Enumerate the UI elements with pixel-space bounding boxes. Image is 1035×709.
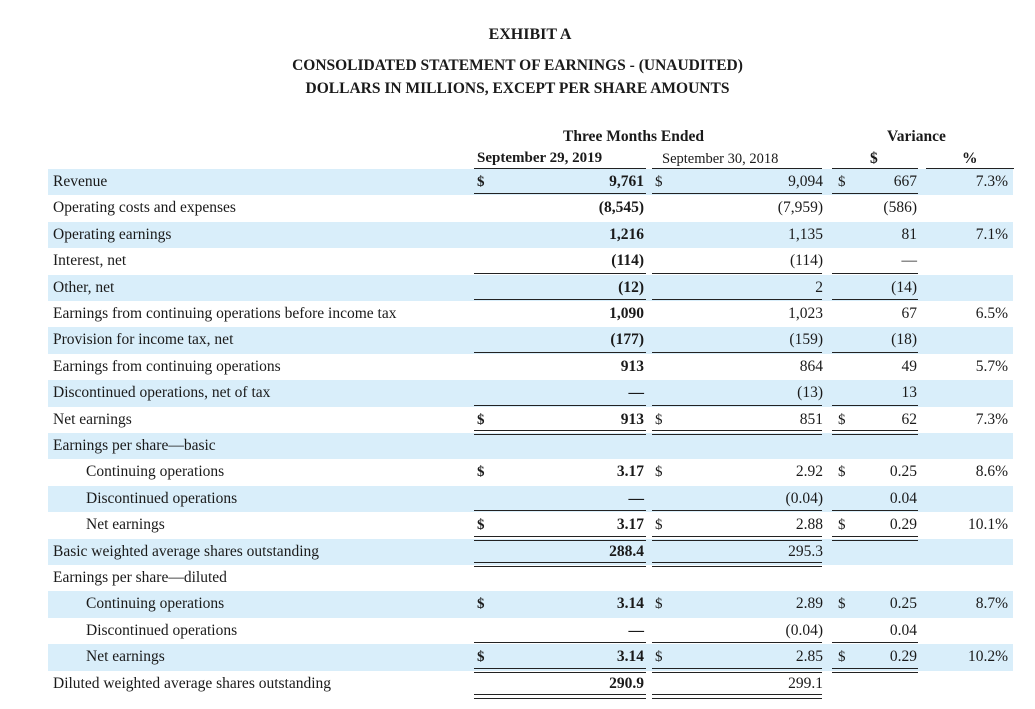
- value-2019: (12): [618, 278, 644, 296]
- row-label: Net earnings: [53, 410, 132, 428]
- row-label: Earnings from continuing operations before income tax: [53, 305, 397, 322]
- rule-line: [474, 405, 646, 406]
- value-2018: 2: [815, 278, 823, 296]
- dollar-sign: $: [838, 464, 846, 481]
- table-row: [48, 380, 1013, 406]
- double-rule-line: [474, 536, 646, 541]
- dollar-sign: $: [655, 174, 663, 190]
- row-label: Discontinued operations: [86, 621, 238, 639]
- value-2019: (114): [611, 252, 644, 270]
- value-variance-percent: 8.6%: [975, 463, 1008, 481]
- double-rule-line: [652, 536, 822, 541]
- value-2019: 913: [620, 410, 644, 428]
- value-2018: 9,094: [788, 173, 823, 190]
- value-2018: 851: [799, 410, 823, 428]
- rule-line: [474, 352, 646, 353]
- value-2018: 299.1: [788, 674, 823, 692]
- row-label: Interest, net: [53, 252, 127, 270]
- exhibit-label: EXHIBIT A: [488, 26, 572, 43]
- rule-line: [652, 273, 822, 274]
- value-2018: 864: [799, 357, 823, 375]
- dollar-sign: $: [655, 596, 663, 613]
- rule-line: [474, 299, 646, 300]
- row-label: Provision for income tax, net: [53, 331, 234, 349]
- dollar-sign: $: [655, 464, 663, 481]
- rule-line: [652, 352, 822, 353]
- table-row: [48, 327, 1013, 353]
- dollar-sign: $: [477, 464, 485, 481]
- double-rule-line: [652, 668, 822, 673]
- rule-line: [652, 193, 822, 194]
- value-2019: 3.14: [616, 595, 644, 613]
- table-row: [48, 354, 1013, 380]
- column-header-2019: September 29, 2019: [477, 150, 603, 166]
- value-2019: 3.17: [616, 516, 644, 534]
- double-rule-line: [652, 694, 822, 699]
- table-row: [48, 591, 1013, 617]
- value-variance-percent: 10.2%: [967, 648, 1008, 666]
- dollar-sign: $: [838, 596, 846, 613]
- rule-line: [474, 510, 646, 511]
- value-variance-percent: 5.7%: [975, 357, 1008, 375]
- row-label: Discontinued operations, net of tax: [53, 384, 271, 402]
- dollar-sign: $: [838, 411, 846, 428]
- table-row: [48, 195, 1013, 221]
- value-2019: —: [628, 621, 644, 639]
- value-2018: 2.92: [795, 463, 823, 481]
- value-2018: 2.85: [795, 648, 823, 666]
- value-variance-percent: 7.3%: [975, 410, 1008, 428]
- value-variance-percent: 6.5%: [975, 305, 1008, 322]
- value-variance-dollar: 0.04: [889, 489, 917, 507]
- dollar-sign: $: [477, 411, 485, 428]
- table-row: [48, 565, 1013, 591]
- value-2019: (177): [610, 331, 644, 349]
- value-2018: (13): [797, 384, 823, 402]
- row-label: Revenue: [53, 173, 108, 190]
- table-row: [48, 301, 1013, 327]
- rule-line: [652, 510, 822, 511]
- value-variance-dollar: 13: [901, 384, 917, 402]
- double-rule-line: [474, 694, 646, 699]
- value-variance-percent: 8.7%: [975, 595, 1008, 613]
- dollar-sign: $: [477, 649, 485, 666]
- value-2018: 2.89: [795, 595, 823, 613]
- table-row: [48, 275, 1013, 301]
- value-variance-percent: 7.1%: [975, 225, 1008, 243]
- value-variance-dollar: (586): [883, 199, 917, 217]
- dollar-sign: $: [838, 174, 846, 190]
- value-variance-dollar: 0.04: [889, 621, 917, 639]
- column-group-three-months: Three Months Ended: [563, 128, 704, 145]
- value-2018: 295.3: [788, 542, 823, 560]
- rule-line: [832, 299, 918, 300]
- row-label: Earnings per share—basic: [53, 437, 216, 454]
- value-2018: (159): [789, 331, 823, 349]
- value-2019: —: [628, 384, 644, 402]
- double-rule-line: [474, 668, 646, 673]
- value-variance-dollar: —: [901, 252, 917, 270]
- value-2019: 913: [620, 357, 644, 375]
- rule-line: [832, 510, 918, 511]
- value-2019: (8,545): [598, 199, 644, 217]
- value-variance-dollar: 0.25: [889, 463, 917, 481]
- row-label: Operating earnings: [53, 225, 172, 243]
- value-2018: (7,959): [777, 199, 823, 217]
- table-row: [48, 248, 1013, 274]
- dollar-sign: $: [655, 411, 663, 428]
- rule-line: [474, 193, 646, 194]
- value-variance-dollar: 49: [901, 357, 917, 375]
- rule-line: [832, 642, 918, 643]
- row-label: Diluted weighted average shares outstanding: [53, 674, 332, 692]
- value-2019: 1,216: [609, 225, 644, 243]
- column-header-variance-percent: %: [962, 150, 978, 167]
- row-label: Earnings per share—diluted: [53, 569, 227, 586]
- dollar-sign: $: [655, 517, 663, 534]
- column-header-variance-dollar: $: [870, 150, 878, 167]
- rule-line: [832, 273, 918, 274]
- row-label: Earnings from continuing operations: [53, 357, 281, 375]
- column-group-variance: Variance: [887, 128, 946, 145]
- value-2019: 1,090: [609, 305, 644, 322]
- table-row: [48, 222, 1013, 248]
- double-rule-line: [652, 430, 822, 435]
- value-variance-dollar: 67: [901, 305, 917, 322]
- value-variance-percent: 10.1%: [967, 516, 1008, 534]
- value-2019: 3.17: [616, 463, 644, 481]
- value-2019: 3.14: [616, 648, 644, 666]
- rule-line: [652, 299, 822, 300]
- dollar-sign: $: [838, 649, 846, 666]
- table-row: [48, 486, 1013, 512]
- dollar-sign: $: [655, 649, 663, 666]
- row-label: Continuing operations: [86, 463, 225, 481]
- double-rule-line: [832, 536, 918, 541]
- value-2018: 2.88: [795, 516, 823, 534]
- dollar-sign: $: [838, 517, 846, 534]
- row-label: Net earnings: [86, 648, 165, 666]
- dollar-sign: $: [477, 596, 485, 613]
- dollar-sign: $: [477, 174, 485, 190]
- value-2018: (0.04): [785, 621, 823, 639]
- double-rule-line: [474, 562, 646, 567]
- rule-line: [474, 273, 646, 274]
- value-2018: (114): [790, 252, 823, 270]
- table-row: [48, 618, 1013, 644]
- row-label: Other, net: [53, 278, 115, 296]
- value-variance-dollar: 667: [893, 173, 917, 190]
- value-variance-dollar: (14): [891, 278, 917, 296]
- row-label: Discontinued operations: [86, 489, 238, 507]
- row-label: Basic weighted average shares outstanding: [53, 542, 319, 560]
- double-rule-line: [652, 562, 822, 567]
- value-2019: 9,761: [609, 173, 644, 190]
- dollar-sign: $: [477, 517, 485, 534]
- value-2018: (0.04): [785, 489, 823, 507]
- value-2019: 288.4: [609, 542, 644, 560]
- statement-subtitle: DOLLARS IN MILLIONS, EXCEPT PER SHARE AMOUNTS: [305, 80, 730, 97]
- table-row: [48, 433, 1013, 459]
- rule-line: [832, 405, 918, 406]
- table-row: [48, 459, 1013, 485]
- table-row: [48, 169, 1013, 195]
- value-variance-dollar: (18): [891, 331, 917, 349]
- rule-line: [652, 642, 822, 643]
- value-variance-dollar: 62: [901, 410, 917, 428]
- row-label: Continuing operations: [86, 595, 225, 613]
- double-rule-line: [832, 668, 918, 673]
- row-label: Operating costs and expenses: [53, 199, 236, 217]
- value-variance-dollar: 0.25: [889, 595, 917, 613]
- value-variance-dollar: 0.29: [889, 516, 917, 534]
- value-variance-dollar: 0.29: [889, 648, 917, 666]
- value-variance-dollar: 81: [901, 225, 917, 243]
- column-header-2018: September 30, 2018: [662, 151, 779, 167]
- rule-line: [474, 642, 646, 643]
- statement-title: CONSOLIDATED STATEMENT OF EARNINGS - (UNAUDITED): [292, 57, 743, 74]
- double-rule-line: [474, 430, 646, 435]
- value-2019: 290.9: [609, 674, 644, 692]
- rule-line: [832, 352, 918, 353]
- value-2019: —: [628, 489, 644, 507]
- rule-line: [832, 193, 918, 194]
- rule-line: [652, 405, 822, 406]
- value-variance-percent: 7.3%: [975, 173, 1008, 190]
- value-2018: 1,135: [788, 225, 823, 243]
- value-2018: 1,023: [788, 305, 823, 322]
- double-rule-line: [832, 430, 918, 435]
- row-label: Net earnings: [86, 516, 165, 534]
